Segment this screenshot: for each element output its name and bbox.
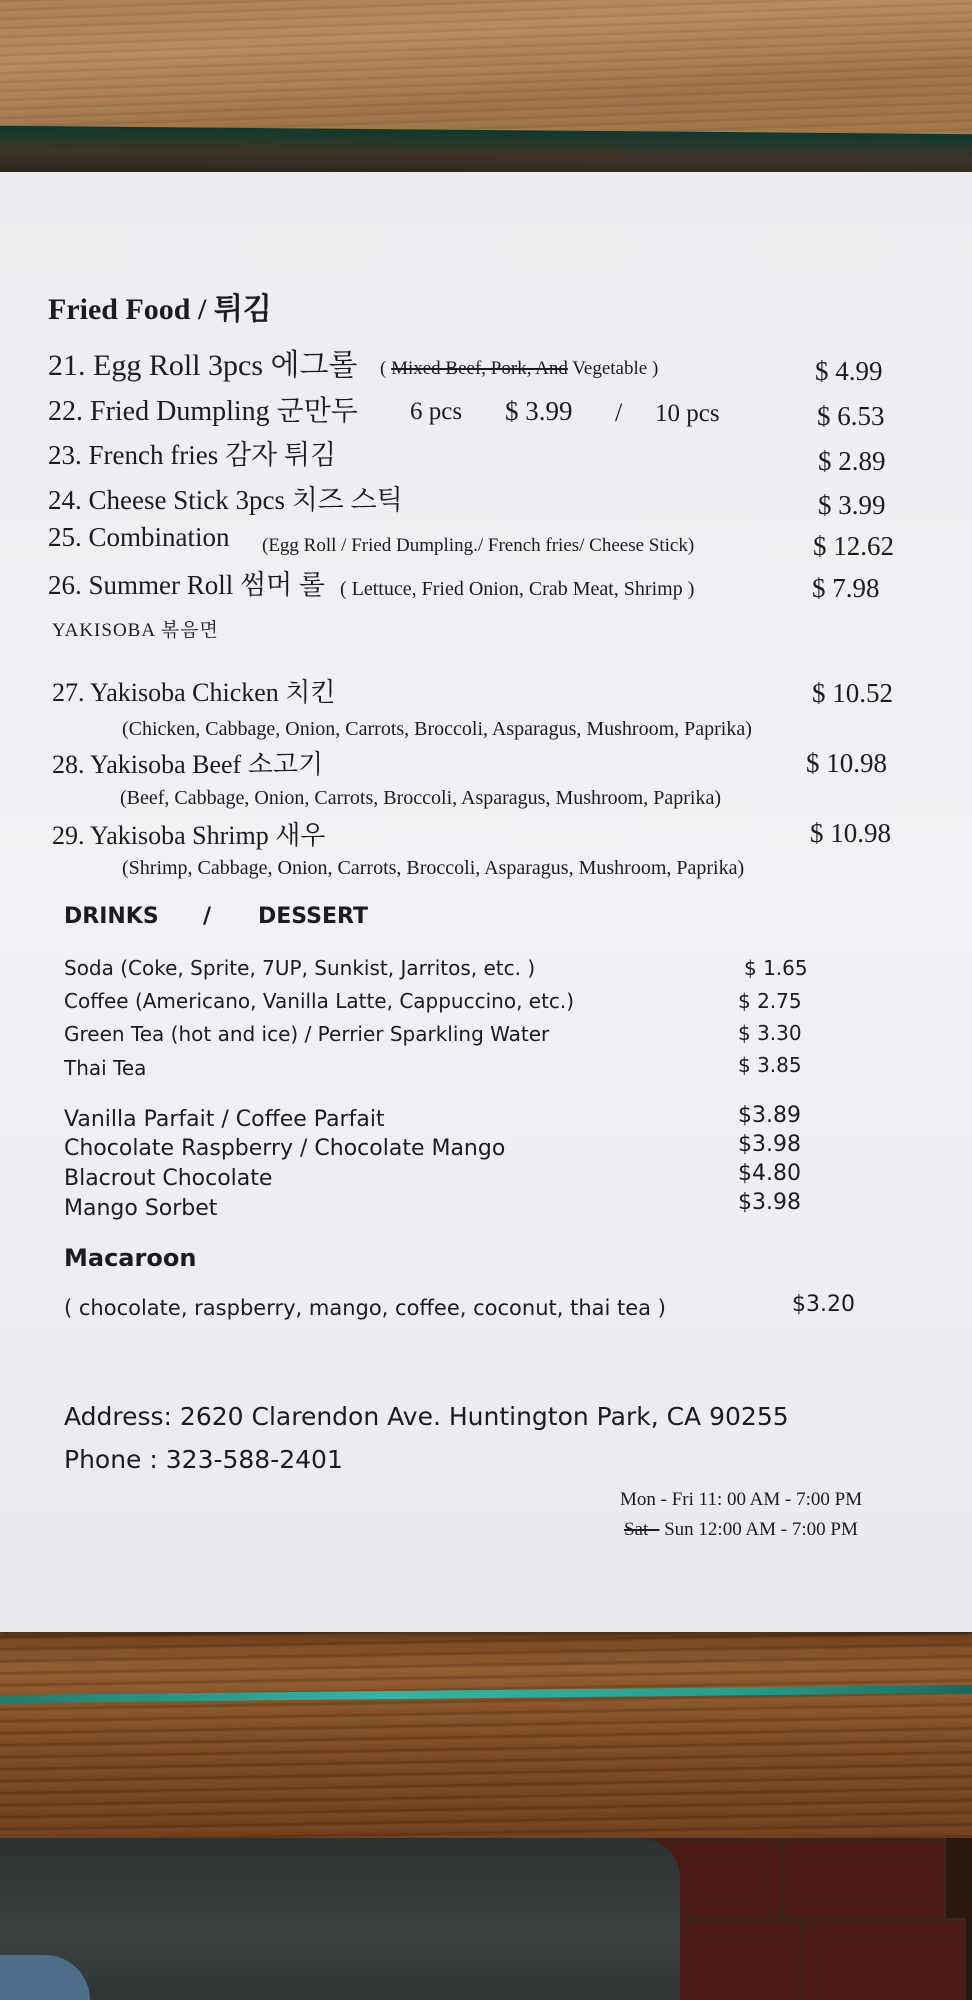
item-24-price: $ 3.99 <box>818 490 886 520</box>
item-29-name: 29. Yakisoba Shrimp 새우 <box>52 821 326 850</box>
item-22-slash: / <box>615 398 623 427</box>
item-22-name: 22. Fried Dumpling 군만두 <box>48 396 358 427</box>
item-27-price: $ 10.52 <box>812 678 893 708</box>
item-25-note: (Egg Roll / Fried Dumpling./ French fries/ Cheese Stick) <box>262 535 695 556</box>
item-25-price: $ 12.62 <box>813 531 894 561</box>
dessert-chocolate: Chocolate Raspberry / Chocolate Mango <box>64 1136 506 1161</box>
drink-green-tea: Green Tea (hot and ice) / Perrier Sparkling Water <box>64 1022 550 1046</box>
floor-tile <box>660 1918 806 2000</box>
struck-text: Mixed Beef, Pork, And <box>391 358 568 379</box>
drinks-heading: DRINKS <box>64 904 159 929</box>
drink-coffee-price: $ 2.75 <box>738 989 802 1013</box>
item-22-size-small: 6 pcs <box>410 398 463 425</box>
struck-text: Sat - <box>624 1519 660 1540</box>
drink-thai-tea-price: $ 3.85 <box>738 1053 802 1077</box>
item-22-price: $ 6.53 <box>817 401 885 431</box>
dessert-blacrout: Blacrout Chocolate <box>64 1166 273 1191</box>
macaroon-price: $3.20 <box>792 1292 855 1317</box>
drink-green-tea-price: $ 3.30 <box>738 1021 802 1045</box>
dessert-parfait-price: $3.89 <box>738 1103 801 1128</box>
item-26-note: ( Lettuce, Fried Onion, Crab Meat, Shrimp ) <box>340 578 695 600</box>
address: Address: 2620 Clarendon Ave. Huntington Park, CA 90255 <box>64 1402 789 1431</box>
dessert-chocolate-price: $3.98 <box>738 1132 801 1157</box>
hours-weekday: Mon - Fri 11: 00 AM - 7:00 PM <box>620 1489 863 1510</box>
macaroon-heading: Macaroon <box>64 1244 197 1272</box>
drink-soda-price: $ 1.65 <box>744 956 808 980</box>
item-26-price: $ 7.98 <box>812 573 880 603</box>
item-22-price-small: $ 3.99 <box>505 396 573 426</box>
item-21-note: ( Mixed Beef, Pork, And Vegetable ) <box>380 358 659 379</box>
item-25-name: 25. Combination <box>48 522 230 552</box>
item-21-name: 21. Egg Roll 3pcs 에그롤 <box>48 349 358 382</box>
macaroon-flavors: ( chocolate, raspberry, mango, coffee, coconut, thai tea ) <box>64 1296 666 1320</box>
floor-tile <box>780 1838 946 1924</box>
item-24-name: 24. Cheese Stick 3pcs 치즈 스틱 <box>48 485 403 515</box>
dessert-heading: DESSERT <box>258 904 368 929</box>
drink-thai-tea: Thai Tea <box>64 1056 147 1080</box>
drink-soda: Soda (Coke, Sprite, 7UP, Sunkist, Jarritos, etc. ) <box>64 956 536 980</box>
phone: Phone : 323-588-2401 <box>64 1445 343 1474</box>
item-27-name: 27. Yakisoba Chicken 치킨 <box>52 678 336 707</box>
item-29-desc: (Shrimp, Cabbage, Onion, Carrots, Broccoli, Asparagus, Mushroom, Paprika) <box>122 857 745 879</box>
drink-coffee: Coffee (Americano, Vanilla Latte, Cappuccino, etc.) <box>64 989 575 1013</box>
item-29-price: $ 10.98 <box>810 818 891 848</box>
item-27-desc: (Chicken, Cabbage, Onion, Carrots, Broccoli, Asparagus, Mushroom, Paprika) <box>122 718 752 740</box>
item-28-name: 28. Yakisoba Beef 소고기 <box>52 750 324 779</box>
drinks-heading-slash: / <box>203 904 212 929</box>
fried-food-heading: Fried Food / 튀김 <box>48 293 272 326</box>
person-leg <box>0 1838 680 2000</box>
dessert-sorbet: Mango Sorbet <box>64 1196 218 1221</box>
item-26-name: 26. Summer Roll 썸머 롤 <box>48 570 326 600</box>
floor-tile <box>800 1918 966 2000</box>
wooden-table-edge <box>0 1612 972 1842</box>
item-28-desc: (Beef, Cabbage, Onion, Carrots, Broccoli, Asparagus, Mushroom, Paprika) <box>120 787 721 809</box>
item-22-size-large: 10 pcs <box>655 400 720 427</box>
dessert-blacrout-price: $4.80 <box>738 1161 801 1186</box>
item-21-price: $ 4.99 <box>815 356 883 386</box>
dessert-parfait: Vanilla Parfait / Coffee Parfait <box>64 1107 385 1132</box>
item-23-price: $ 2.89 <box>818 446 886 476</box>
yakisoba-heading: YAKISOBA 볶음면 <box>52 620 219 641</box>
item-28-price: $ 10.98 <box>806 748 887 778</box>
hours-weekend: Sat - Sun 12:00 AM - 7:00 PM <box>624 1519 858 1540</box>
dessert-sorbet-price: $3.98 <box>738 1190 801 1215</box>
item-23-name: 23. French fries 감자 튀김 <box>48 440 337 470</box>
